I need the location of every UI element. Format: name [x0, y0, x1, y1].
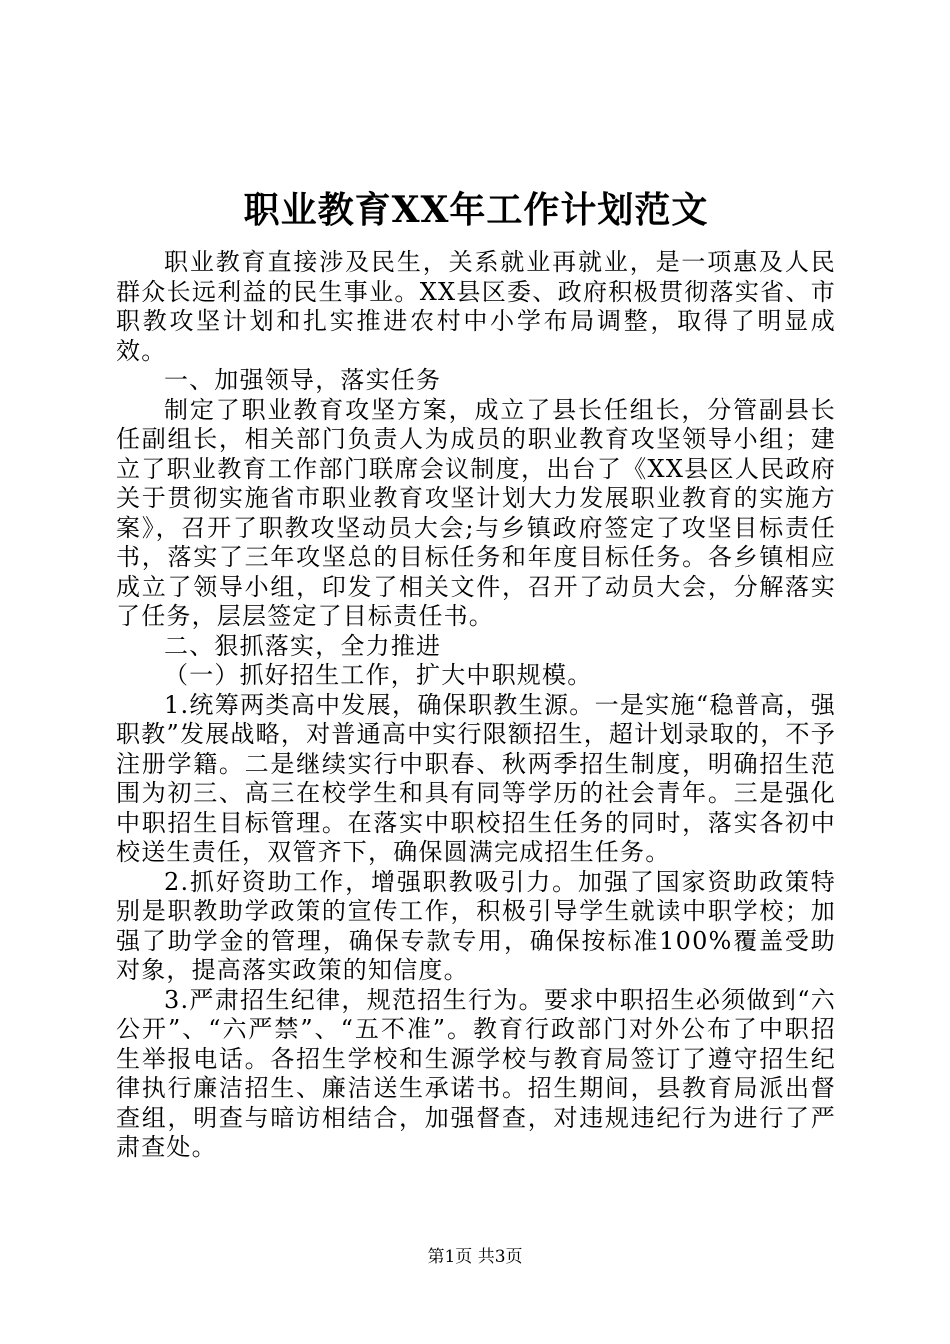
document-page [116, 186, 836, 1163]
document-title: 职业教育XX年工作计划范文 [243, 189, 709, 231]
subsection-heading-1: （一）抓好招生工作，扩大中职规模。 [164, 661, 593, 689]
section-heading-2: 二、狠抓落实，全力推进 [164, 631, 442, 660]
section-1-paragraph: 制定了职业教育攻坚方案，成立了县长任组长，分管副县长任副组长，相关部门负责人为成员的职业教育攻坚领导小组；建立了职业教育工作部门联席会议制度，出台了《XX县区人民政府关于贯彻实施省市职业教育攻坚计划大力发展职业教育的实施方案》，召开了职教攻坚动员大会;与乡镇政府签定了攻坚目标责任书，落实了三年攻坚总的目标任务和年度目标任务。各乡镇相应成立了领导小组，印发了相关文件，召开了动员大会，分解落实了任务，层层签定了目标责任书。 [116, 395, 836, 630]
page-footer: 第1页 共3页 [427, 1247, 523, 1267]
item-paragraph-3: 3.严肃招生纪律，规范招生行为。要求中职招生必须做到“六公开”、“六严禁”、“五不准”。教育行政部门对外公布了中职招生举报电话。各招生学校和生源学校与教育局签订了遵守招生纪律执行廉洁招生、廉洁送生承诺书。招生期间，县教育局派出督查组，明查与暗访相结合，加强督查，对违规违纪行为进行了严肃查处。 [116, 985, 836, 1161]
section-heading-1: 一、加强领导，落实任务 [164, 366, 442, 394]
item-paragraph-2: 2.抓好资助工作，增强职教吸引力。加强了国家资助政策特别是职教助学政策的宣传工作，积极引导学生就读中职学校；加强了助学金的管理，确保专款专用，确保按标准100%覆盖受助对象，提高落实政策的知信度。 [116, 867, 836, 984]
item-paragraph-1: 1.统筹两类高中发展，确保职教生源。一是实施“稳普高，强职教”发展战略，对普通高中实行限额招生，超计划录取的，不予注册学籍。二是继续实行中职春、秋两季招生制度，明确招生范围为初三、高三在校学生和具有同等学历的社会青年。三是强化中职招生目标管理。在落实中职校招生任务的同时，落实各初中校送生责任，双管齐下，确保圆满完成招生任务。 [116, 690, 836, 866]
intro-paragraph: 职业教育直接涉及民生，关系就业再就业，是一项惠及人民群众长远利益的民生事业。XX县区委、政府积极贯彻落实省、市职教攻坚计划和扎实推进农村中小学布局调整，取得了明显成效。 [116, 248, 836, 365]
